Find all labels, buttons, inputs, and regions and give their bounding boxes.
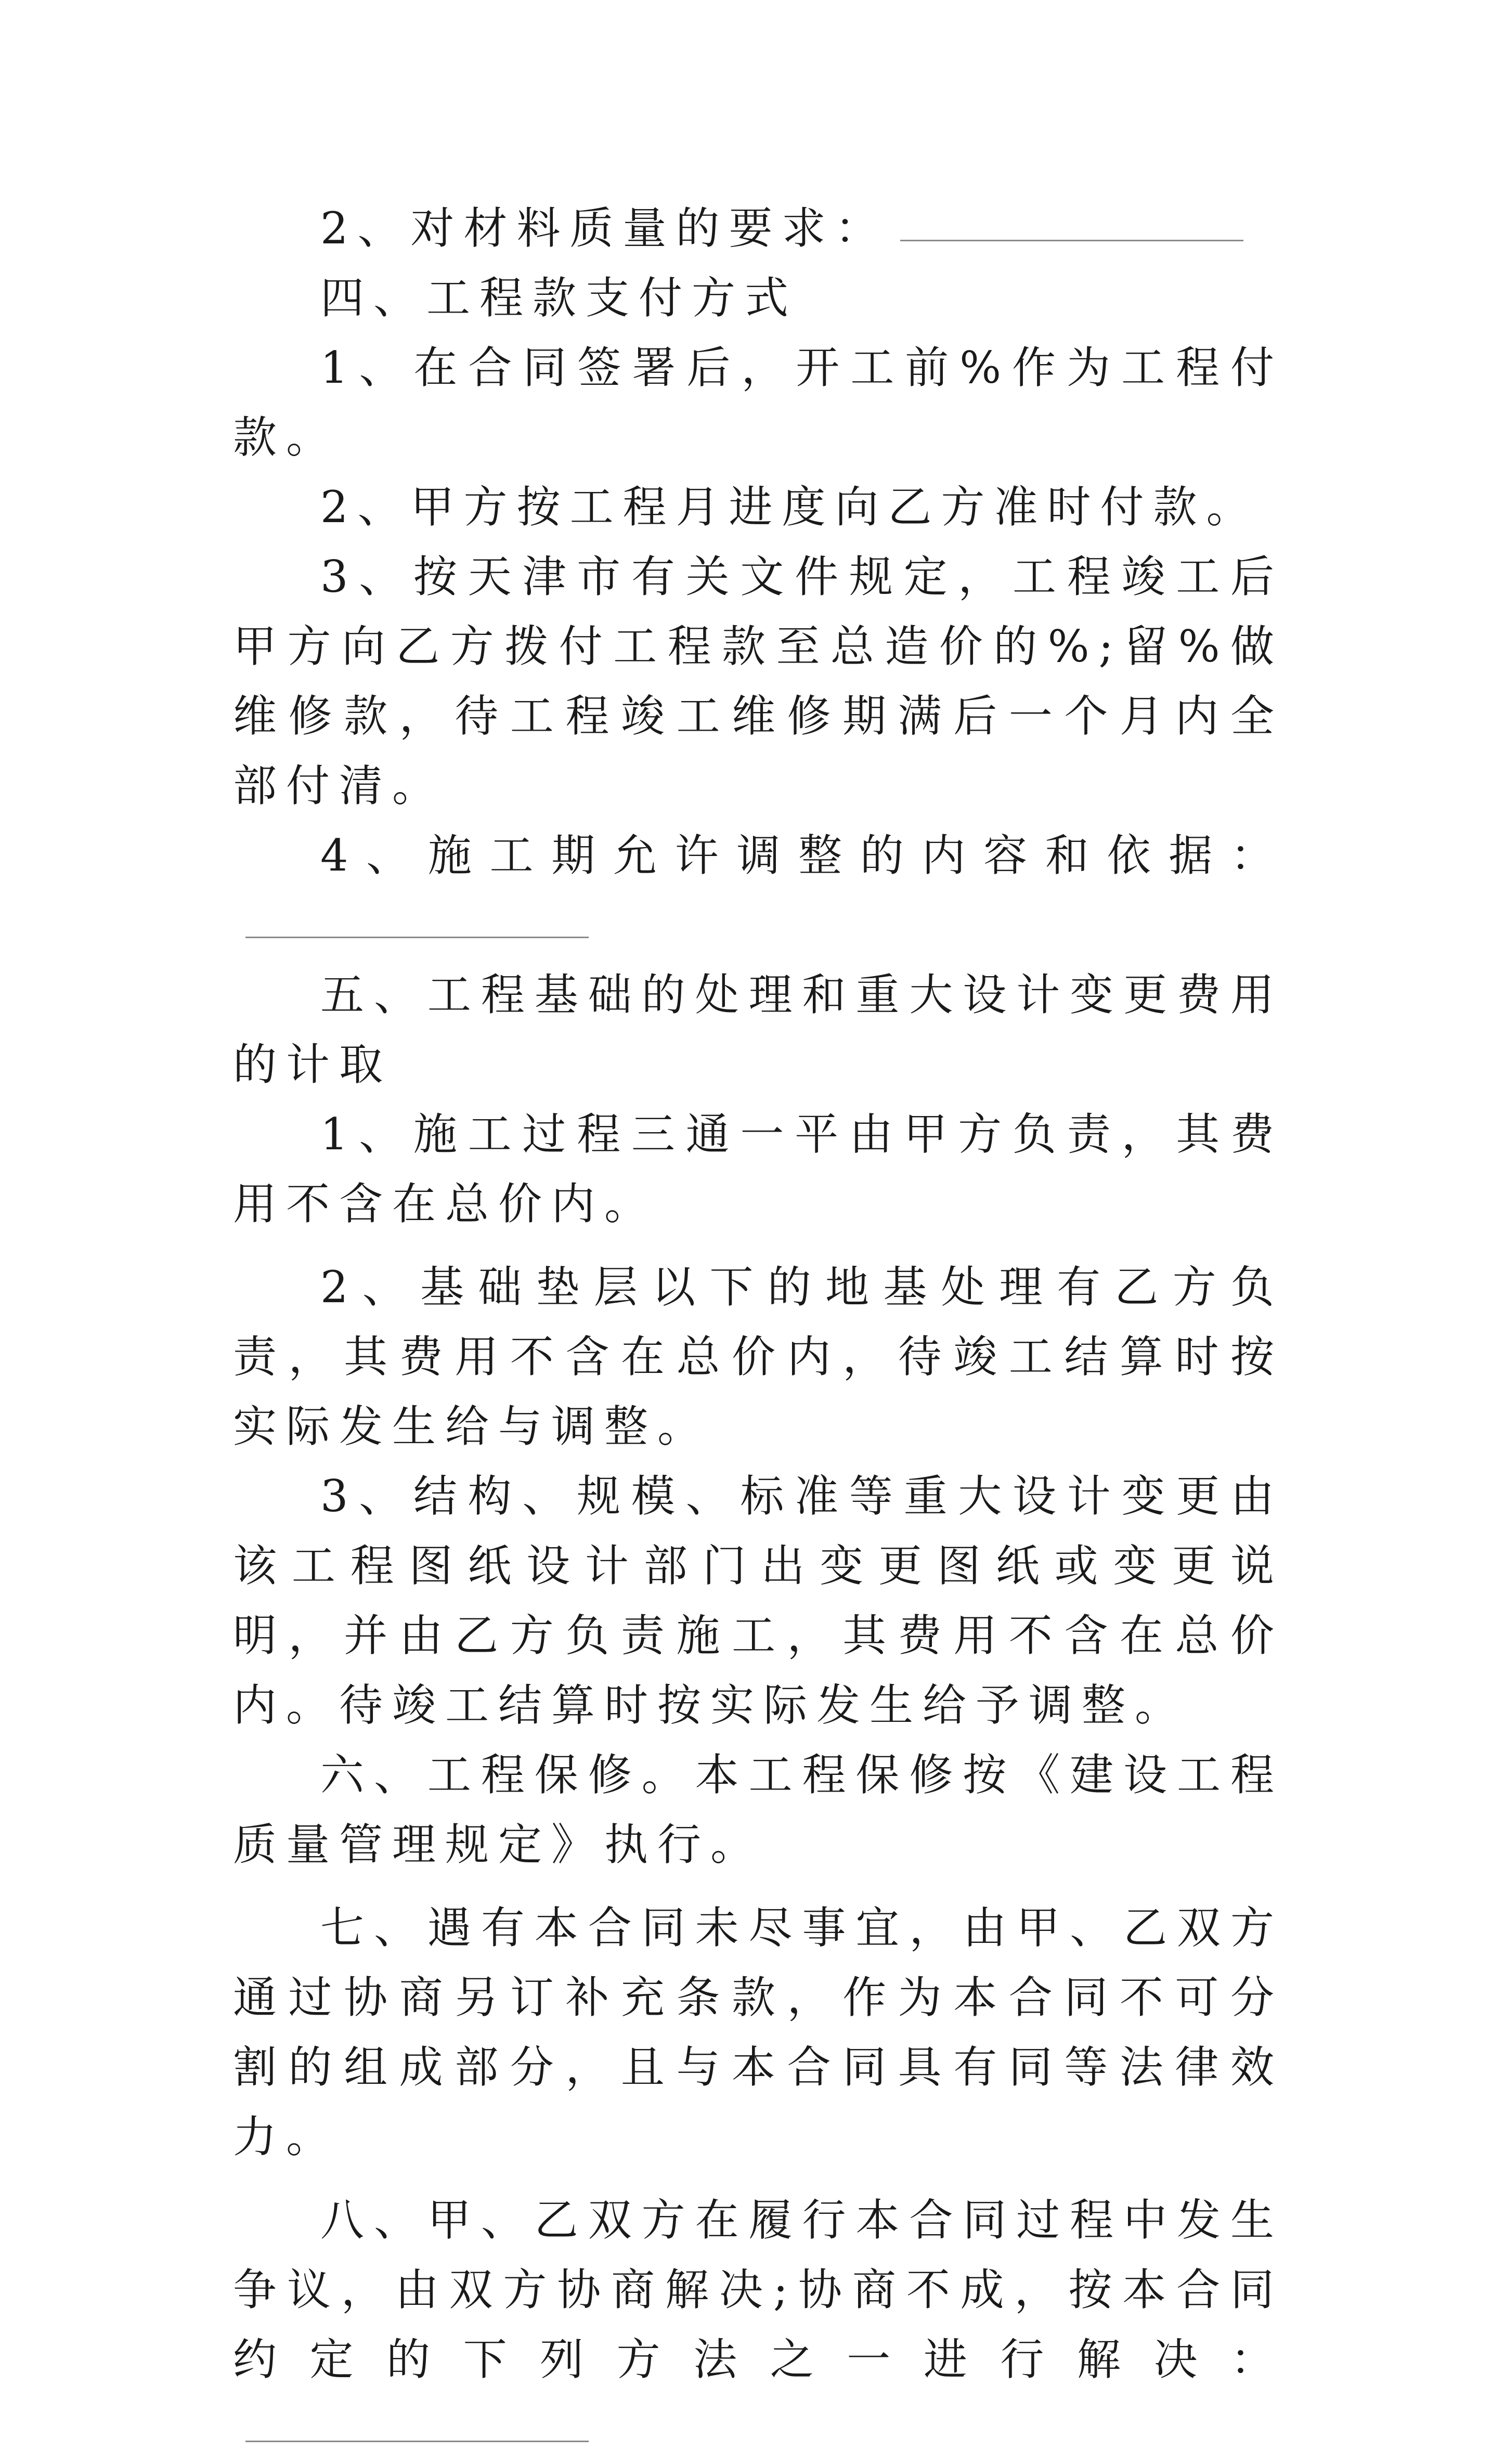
paragraph-text: 1、在合同签署后，开工前%作为工程付款。	[233, 342, 1283, 463]
paragraph-text: 1、施工过程三通一平由甲方负责，其费用不含在总价内。	[233, 1109, 1283, 1229]
paragraph-foundation-2	[233, 1252, 1283, 1461]
section-warranty	[233, 1740, 1283, 1879]
paragraph-text: 2、甲方按工程月进度向乙方准时付款。	[320, 482, 1260, 533]
paragraph-text: 2、对材料质量的要求：	[320, 203, 888, 254]
paragraph-foundation-3	[233, 1461, 1283, 1740]
paragraph-text: 七、遇有本合同未尽事宜，由甲、乙双方通过协商另订补充条款，作为本合同不可分割的组成部分，且与本合同具有同等法律效力。	[233, 1902, 1283, 2162]
paragraph-text: 4、施工期允许调整的内容和依据：	[320, 830, 1283, 881]
paragraph-payment-1	[233, 333, 1283, 472]
section-supplementary-terms	[233, 1893, 1283, 2172]
section-heading-foundation	[233, 960, 1283, 1099]
paragraph-text: 3、按天津市有关文件规定，工程竣工后甲方向乙方拨付工程款至总造价的%;留%做维修款，待工程竣工维修期满后一个月内全部付清。	[233, 551, 1283, 811]
paragraph-material-quality	[233, 193, 1283, 263]
paragraph-payment-4	[233, 821, 1283, 960]
fill-in-blank[interactable]	[245, 936, 589, 938]
paragraph-text: 3、结构、规模、标准等重大设计变更由该工程图纸设计部门出变更图纸或变更说明，并由乙方负责施工，其费用不含在总价内。待竣工结算时按实际发生给予调整。	[233, 1471, 1283, 1731]
fill-in-blank[interactable]	[900, 239, 1243, 241]
paragraph-text: 四、工程款支付方式	[320, 273, 798, 323]
paragraph-text: 2、基础垫层以下的地基处理有乙方负责，其费用不含在总价内，待竣工结算时按实际发生给与调整。	[233, 1262, 1283, 1452]
section-dispute-resolution	[233, 2185, 1283, 2464]
document-body	[233, 193, 1283, 2464]
paragraph-text: 五、工程基础的处理和重大设计变更费用的计取	[233, 969, 1283, 1090]
paragraph-payment-3	[233, 542, 1283, 821]
fill-in-blank[interactable]	[245, 2440, 589, 2442]
section-heading-payment	[233, 263, 1283, 333]
paragraph-foundation-1	[233, 1099, 1283, 1239]
paragraph-payment-2	[233, 472, 1283, 542]
paragraph-text: 八、甲、乙双方在履行本合同过程中发生争议，由双方协商解决;协商不成，按本合同约定的下列方法之一进行解决：	[233, 2195, 1283, 2385]
paragraph-text: 六、工程保修。本工程保修按《建设工程质量管理规定》执行。	[233, 1749, 1283, 1870]
